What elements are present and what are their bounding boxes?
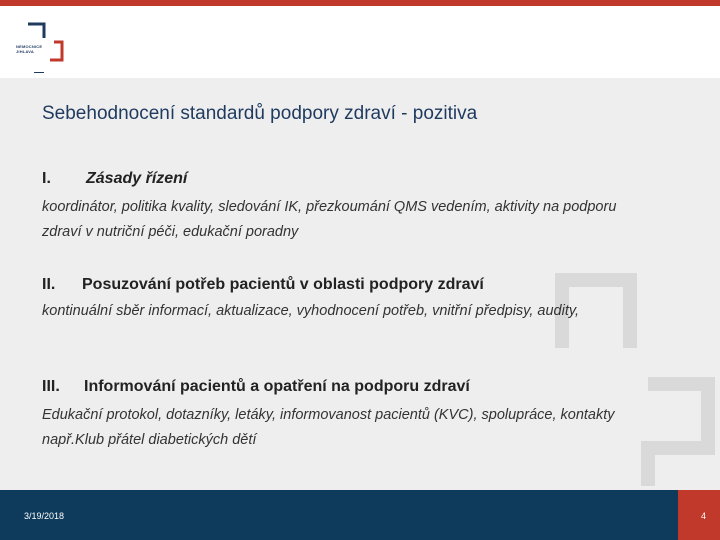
logo-text-line1: NEMOCNICE <box>16 44 43 49</box>
section-body-1: koordinátor, politika kvality, sledování IK, přezkoumání QMS vedením, aktivity na podporu zdraví v nutriční péči, edukační poradny <box>42 199 617 240</box>
section-body-3: Edukační protokol, dotazníky, letáky, informovanost pacientů (KVC), spolupráce, kontakty např.Klub přátel diabetických dětí <box>42 407 615 448</box>
section-heading-2 <box>42 276 484 294</box>
header <box>0 6 720 78</box>
slide-title: Sebehodnocení standardů podpory zdraví - pozitiva <box>42 103 478 124</box>
section-heading-1 <box>42 170 187 188</box>
footer <box>0 490 720 540</box>
logo-text-line2: JIHLAVA <box>16 49 34 54</box>
section-number-3: III. <box>42 378 60 395</box>
page-number: 4 <box>700 511 706 521</box>
section-title-3: Informování pacientů a opatření na podporu zdraví <box>84 378 470 395</box>
section-title-1: Zásady řízení <box>86 170 188 187</box>
footer-date: 3/19/2018 <box>24 511 65 521</box>
section-body-2: kontinuální sběr informací, aktualizace, vyhodnocení potřeb, vnitřní předpisy, audity, <box>42 303 580 319</box>
logo-divider <box>34 72 44 73</box>
footer-accent-block <box>678 490 720 540</box>
section-number-2: II. <box>42 276 56 293</box>
section-heading-3 <box>42 378 470 396</box>
section-title-2: Posuzování potřeb pacientů v oblasti podpory zdraví <box>82 276 484 293</box>
logo-text <box>16 44 50 54</box>
section-number-1: I. <box>42 170 51 187</box>
